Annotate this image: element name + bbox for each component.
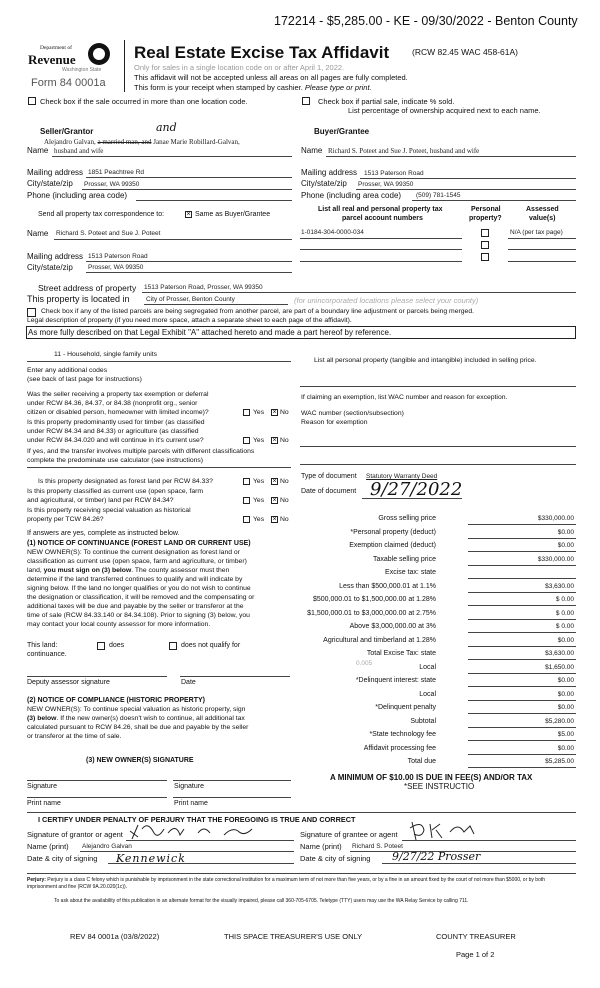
seller-mailing-value: 1851 Peachtree Rd: [88, 169, 145, 176]
personal-header-2: property?: [469, 215, 502, 222]
doc-date-value: 9/27/2022: [370, 479, 463, 500]
perjury-text: Perjury: Perjury is a class C felony which is punishable by imprisonment in the state correctional institution for a maximum term of not more than five years, or by a fine in an amount fixed by the court of not more than $5000, or by both imprisonment and fine (RCW 9A.20.020(1c)).: [27, 877, 546, 890]
corr-mailing-label: Mailing address: [27, 252, 84, 261]
q1-no-label: No: [280, 409, 289, 416]
tax-row-value: $ 0.00: [555, 596, 574, 603]
tax-row: [296, 621, 576, 634]
tax-row-label: Local: [419, 690, 436, 698]
tax-row-label: Gross selling price: [378, 515, 436, 522]
grantor-name-label: Name (print): [27, 842, 69, 851]
continuance-label: continuance.: [27, 651, 67, 658]
tax-row-label: Agricultural and timberland at 1.28%: [323, 636, 436, 644]
land-use-code: 11 - Household, single family units: [54, 351, 158, 358]
tax-row-value: $0.00: [557, 704, 574, 711]
owner-signature-1: Signature: [27, 783, 57, 790]
tax-row: [296, 594, 576, 607]
form-rcw: (RCW 82.45 WAC 458-61A): [412, 47, 518, 57]
seller-heading: Seller/Grantor: [40, 127, 94, 136]
partial-sale-checkbox[interactable]: [302, 97, 310, 105]
does-checkbox[interactable]: [97, 642, 105, 650]
seller-and-note: and: [156, 121, 177, 134]
seller-name-value: husband and wife: [54, 147, 104, 155]
does-label: does: [109, 642, 125, 649]
seller-mailing-label: Mailing address: [27, 168, 84, 177]
q5-line1: Is this property classified as current use (open space, farm: [27, 488, 204, 495]
q2-yes-checkbox[interactable]: [243, 437, 250, 444]
parcel-header-2: parcel account numbers: [342, 215, 423, 222]
tax-row: [296, 608, 576, 621]
tax-row: [296, 567, 576, 580]
tax-row: [296, 756, 576, 769]
notice1-l7: additional taxes will be due and payable by the seller or transferor at the: [27, 603, 244, 610]
legal-description-value: As more fully described on that Legal Exhibit "A" attached hereto and made a part hereof by reference.: [28, 328, 392, 337]
grantee-sig-label: Signature of grantee or agent: [300, 830, 398, 839]
deputy-sig-label: Deputy assessor signature: [27, 679, 110, 686]
header-note-2: This affidavit will not be accepted unless all areas on all pages are fully completed.: [134, 73, 408, 82]
q4-yes-checkbox[interactable]: [243, 478, 250, 485]
q1-no-checkbox[interactable]: ×: [272, 409, 277, 416]
tax-row-label: $1,500,000.01 to $3,000,000.00 at 2.75%: [307, 609, 436, 617]
buyer-name-value: Richard S. Poteet and Sue J. Poteet, husband and wife: [328, 147, 480, 155]
assessed-value-1: N/A (per tax page): [510, 229, 563, 236]
tax-row-label: Less than $500,000.01 at 1.1%: [339, 582, 436, 590]
tax-row-value: $1,650.00: [545, 663, 574, 671]
agency-name: Revenue: [28, 52, 76, 67]
same-as-buyer-label: Same as Buyer/Grantee: [195, 211, 271, 218]
alternate-format-note: To ask about the availability of this publication in an alternate format for the visually impaired, please call 360-705-6705. Teletype (TTY) users may use the WA Relay Service by calling 711.: [54, 898, 469, 904]
notice2-l2: (3) below. If the new owner(s) doesn't wish to continue, all additional tax: [27, 715, 245, 722]
seller-name-line1: Alejandro Galvan, a married man, and Janae Marie Robillard-Galvan,: [44, 138, 240, 146]
tax-row-label: Taxable selling price: [372, 555, 436, 563]
seller-city-label: City/state/zip: [27, 179, 73, 188]
grantee-name-label: Name (print): [300, 842, 342, 851]
q4-yes-label: Yes: [253, 478, 265, 485]
tax-row-value: $0.00: [557, 677, 574, 684]
notice1-title: (1) NOTICE OF CONTINUANCE (FOREST LAND OR CURRENT USE): [27, 540, 251, 547]
q1-yes-checkbox[interactable]: [243, 409, 250, 416]
notice2-l4: or transferor at the time of sale.: [27, 733, 122, 740]
deputy-date-label: Date: [181, 679, 196, 686]
notice2-l1: NEW OWNER(S): To continue special valuation as historic property, sign: [27, 706, 246, 713]
personal-checkbox-1[interactable]: [481, 229, 489, 237]
q2-yes-label: Yes: [253, 437, 265, 444]
grantee-name-value: Richard S. Poteet: [352, 843, 403, 850]
tax-row-label: *Personal property (deduct): [350, 528, 436, 536]
county-treasurer-label: COUNTY TREASURER: [436, 932, 516, 941]
tax-row-value: $0.00: [557, 636, 574, 644]
corr-name-value: Richard S. Poteet and Sue J. Poteet: [56, 230, 161, 237]
parcel-header-1: List all real and personal property tax: [318, 206, 443, 213]
form-revision: REV 84 0001a (03/8/2022): [70, 932, 160, 941]
q2-line2: under RCW 84.34 and 84.33) or agriculture (as classified: [27, 428, 199, 435]
tax-row: [296, 540, 576, 553]
q2-line3: under RCW 84.34.020 and will continue in it's current use?: [27, 437, 204, 444]
notice1-l6: the designation or classification, it will be removed and the compensating or: [27, 594, 255, 601]
partial-sale-label: Check box if partial sale, indicate % sold.: [318, 97, 455, 106]
doc-date-label: Date of document: [301, 488, 357, 495]
minimum-note: A MINIMUM OF $10.00 IS DUE IN FEE(S) AND/OR TAX: [330, 773, 533, 782]
notice1-l2: classification as current use (open space, farm and agriculture, or timber): [27, 558, 247, 565]
tax-row-value: $330,000.00: [537, 515, 574, 522]
buyer-mailing-label: Mailing address: [301, 168, 358, 177]
notice1-l3: land, you must sign on (3) below. The county assessor must then: [27, 567, 230, 574]
q2-no-label: No: [280, 437, 289, 444]
tax-row-label: *Delinquent penalty: [375, 704, 436, 711]
q1-line1: Was the seller receiving a property tax exemption or deferral: [27, 391, 209, 398]
grantor-signature: [128, 821, 288, 841]
local-rate: 0.005: [356, 660, 373, 667]
tax-row-value: $5.00: [557, 731, 574, 738]
notice1-l8: time of sale (RCW 84.33.140 or 84.34.108). Prior to signing (3) below, you: [27, 612, 250, 619]
header-note-1: Only for sales in a single location code on or after April 1, 2022.: [134, 63, 345, 72]
this-land-label: This land:: [27, 642, 58, 649]
q4-no-label: No: [280, 478, 289, 485]
tax-row: [296, 689, 576, 702]
personal-property-label: List all personal property (tangible and intangible) included in selling price.: [314, 357, 537, 364]
q6-yes-checkbox[interactable]: [243, 516, 250, 523]
seller-phone-label: Phone (including area code): [27, 191, 128, 200]
wac-label: WAC number (section/subsection): [301, 410, 404, 417]
q4-text: Is this property designated as forest land per RCW 84.33?: [38, 478, 213, 485]
personal-checkbox-3[interactable]: [481, 253, 489, 261]
form-title: Real Estate Excise Tax Affidavit: [134, 43, 390, 62]
q1-line3: citizen or disabled person, homeowner with limited income)?: [27, 409, 209, 416]
located-hint: (for unincorporated locations please select your county): [294, 296, 479, 305]
tax-row: [296, 513, 576, 526]
tax-row-value: $330,000.00: [537, 555, 574, 563]
q3-line2: complete the predominate use calculator (see instructions): [27, 457, 204, 464]
grantee-date-city-value: 9/27/22 Prosser: [392, 850, 481, 863]
tax-row: [296, 581, 576, 594]
personal-checkbox-2[interactable]: [481, 241, 489, 249]
owner-signature-2: Signature: [174, 783, 204, 790]
tax-row-value: $0.00: [557, 542, 574, 549]
tax-row-value: $3,630.00: [545, 582, 574, 590]
assessed-header-2: value(s): [529, 215, 556, 222]
tax-row: [296, 729, 576, 742]
q5-no-label: No: [280, 497, 289, 504]
q5-yes-checkbox[interactable]: [243, 497, 250, 504]
tax-row-label: $500,000.01 to $1,500,000.00 at 1.28%: [313, 596, 436, 603]
tax-row: [296, 648, 576, 661]
grantor-sig-label: Signature of grantor or agent: [27, 830, 123, 839]
tax-row: [296, 675, 576, 688]
corr-city-value: Prosser, WA 99350: [88, 264, 144, 271]
tax-row-value: $0.00: [557, 744, 574, 752]
additional-codes-1: Enter any additional codes: [27, 367, 108, 374]
located-label: This property is located in: [27, 294, 130, 304]
does-not-label: does not qualify for: [181, 642, 241, 649]
tax-row-label: Excise tax: state: [385, 569, 436, 576]
header-note-3: This form is your receipt when stamped by cashier. Please type or print.: [134, 83, 372, 92]
q1-yes-label: Yes: [253, 409, 265, 416]
tax-row: [296, 743, 576, 756]
tax-row-value: $ 0.00: [555, 609, 574, 617]
tax-row-label: *Delinquent interest: state: [355, 677, 436, 684]
tax-row: [296, 702, 576, 715]
notice2-title: (2) NOTICE OF COMPLIANCE (HISTORIC PROPERTY): [27, 697, 205, 704]
grantor-city-value: Kennewick: [116, 852, 186, 865]
tax-row-value: $ 0.00: [555, 623, 574, 630]
reason-label: Reason for exemption: [301, 419, 368, 426]
tax-row-label: *State technology fee: [369, 731, 436, 738]
street-address-label: Street address of property: [38, 283, 137, 293]
seller-name-label: Name: [27, 146, 49, 155]
form-number: Form 84 0001a: [31, 77, 106, 89]
does-not-checkbox[interactable]: [169, 642, 177, 650]
owner-print-1: Print name: [27, 800, 61, 807]
tax-row-value: $3,630.00: [545, 650, 574, 657]
tax-row-value: $0.00: [557, 690, 574, 698]
notice3-title: (3) NEW OWNER(S) SIGNATURE: [86, 757, 194, 764]
tax-row-label: Above $3,000,000.00 at 3%: [349, 623, 436, 630]
tax-row: [296, 716, 576, 729]
q6-no-checkbox[interactable]: ×: [272, 516, 277, 523]
treasurer-use-label: THIS SPACE TREASURER'S USE ONLY: [224, 932, 363, 941]
notice1-l1: NEW OWNER(S): To continue the current designation as forest land or: [27, 549, 240, 556]
notice1-l5: signing below. If the land no longer qualifies or you do not wish to continue: [27, 585, 251, 592]
tax-row-label: Total Excise Tax: state: [366, 650, 436, 657]
tax-row-value: $5,285.00: [545, 758, 574, 765]
q6-line1: Is this property receiving special valuation as historical: [27, 507, 191, 514]
multi-location-checkbox[interactable]: [28, 97, 36, 105]
street-address-value: 1513 Paterson Road, Prosser, WA 99350: [144, 284, 263, 291]
segregated-checkbox[interactable]: [27, 308, 36, 317]
seller-city-value: Prosser, WA 99350: [84, 181, 140, 188]
assessed-header-1: Assessed: [526, 206, 559, 213]
doc-type-value: Statutory Warranty Deed: [366, 473, 438, 480]
agency-state: Washington State: [62, 67, 102, 73]
tax-row-value: $5,280.00: [545, 717, 574, 725]
tax-row: [296, 554, 576, 567]
grantee-signature: [406, 818, 516, 842]
corr-name-label: Name: [27, 229, 49, 238]
tax-row: [296, 527, 576, 540]
tax-row: [296, 635, 576, 648]
correspondence-label: Send all property tax correspondence to:: [38, 211, 165, 218]
same-as-buyer-checkbox[interactable]: ×: [186, 211, 191, 218]
recording-stamp: 172214 - $5,285.00 - KE - 09/30/2022 - Benton County: [274, 14, 578, 28]
exemption-label: If claiming an exemption, list WAC number and reason for exception.: [301, 394, 508, 401]
corr-city-label: City/state/zip: [27, 263, 73, 272]
q5-line2: and agricultural, or timber) land per RCW 84.34?: [27, 497, 174, 504]
buyer-city-label: City/state/zip: [301, 179, 347, 188]
q1-line2: under RCW 84.36, 84.37, or 84.38 (nonprofit org., senior: [27, 400, 198, 407]
q6-yes-label: Yes: [253, 516, 265, 523]
buyer-phone-value: (509) 781-1545: [416, 192, 461, 199]
q2-line1: Is this property predominantly used for timber (as classified: [27, 419, 205, 426]
q3-line1: If yes, and the transfer involves multiple parcels with different classifications: [27, 448, 255, 455]
buyer-city-value: Prosser, WA 99350: [358, 181, 414, 188]
corr-mailing-value: 1513 Paterson Road: [88, 253, 148, 260]
q4-no-checkbox[interactable]: ×: [272, 478, 277, 485]
doc-type-label: Type of document: [301, 473, 357, 480]
agency-logo-inner-icon: [93, 48, 105, 60]
parcel-number-1: 1-0184-304-0000-034: [301, 229, 364, 236]
notice1-l4: determine if the land transferred continues to qualify and will indicate by: [27, 576, 243, 583]
buyer-mailing-value: 1513 Paterson Road: [364, 170, 424, 177]
see-instructions: *SEE INSTRUCTIO: [404, 782, 475, 791]
located-value: City of Prosser, Benton County: [146, 296, 235, 303]
tax-row-label: Affidavit processing fee: [363, 744, 436, 752]
notice2-l3: calculated pursuant to RCW 84.26, shall be due and payable by the seller: [27, 724, 249, 731]
q6-line2: property per TCW 84.26?: [27, 516, 104, 523]
segregated-label: Check box if any of the listed parcels are being segregated from another parcel, are part of a boundary line adjustment or parcels being merged.: [41, 308, 474, 315]
partial-sale-label-2: List percentage of ownership acquired next to each name.: [348, 106, 541, 115]
grantor-name-value: Alejandro Galvan: [82, 843, 132, 850]
tax-row: [296, 662, 576, 675]
multi-location-label: Check box if the sale occurred in more than one location code.: [40, 97, 248, 106]
q5-no-checkbox[interactable]: ×: [272, 497, 277, 504]
tax-row-label: Exemption claimed (deduct): [349, 542, 436, 549]
buyer-heading: Buyer/Grantee: [314, 127, 370, 136]
tax-row-label: Subtotal: [410, 717, 436, 725]
personal-header-1: Personal: [471, 206, 501, 213]
buyer-phone-label: Phone (including area code): [301, 191, 402, 200]
tax-row-value: $0.00: [557, 528, 574, 536]
agency-line1: Department of: [40, 45, 72, 51]
owner-print-2: Print name: [174, 800, 208, 807]
q6-no-label: No: [280, 516, 289, 523]
page-number: Page 1 of 2: [456, 950, 495, 959]
certify-heading: I CERTIFY UNDER PENALTY OF PERJURY THAT THE FOREGOING IS TRUE AND CORRECT: [38, 815, 356, 824]
q2-no-checkbox[interactable]: ×: [272, 437, 277, 444]
legal-desc-label: Legal description of property (if you need more space, attach a separate sheet to each page of the affidavit).: [27, 317, 352, 324]
grantee-date-label: Date & city of signing: [300, 854, 371, 863]
tax-row-label: Total due: [407, 758, 436, 765]
grantor-date-label: Date & city of signing: [27, 854, 98, 863]
answers-note: If answers are yes, complete as instructed below.: [27, 530, 180, 537]
q5-yes-label: Yes: [253, 497, 265, 504]
buyer-name-label: Name: [301, 146, 323, 155]
tax-row-label: Local: [419, 663, 436, 671]
notice1-l9: may contact your local county assessor for more information.: [27, 621, 211, 628]
additional-codes-2: (see back of last page for instructions): [27, 376, 142, 383]
